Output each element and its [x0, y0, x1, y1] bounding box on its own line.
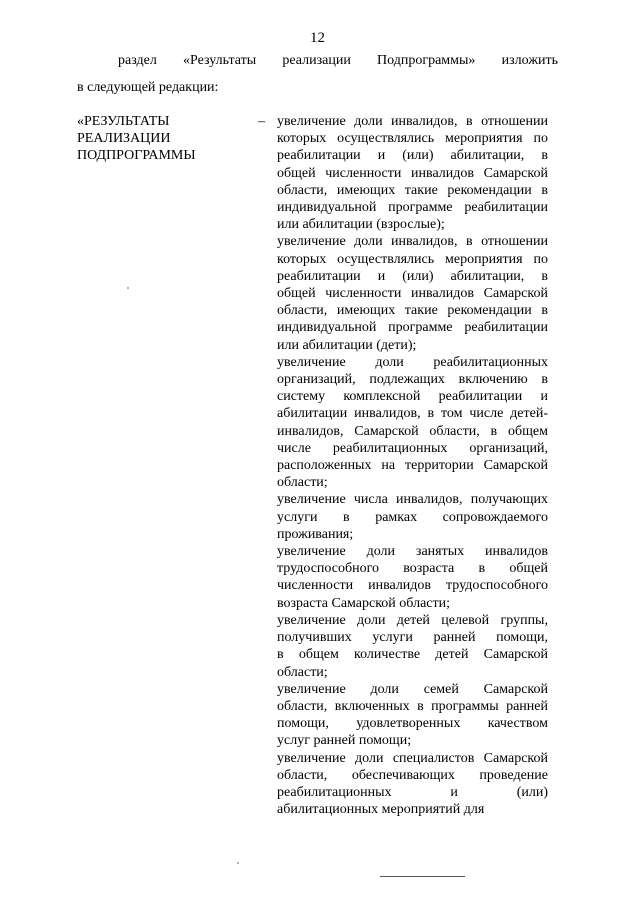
intro-word: реализации	[282, 53, 351, 68]
result-line: которых осуществлялись мероприятия по	[277, 131, 548, 147]
result-line: увеличение доли детей целевой группы,	[277, 612, 548, 628]
result-line: увеличение доли специалистов Самарской	[277, 750, 548, 766]
result-line: абилитационных мероприятий для	[277, 802, 485, 818]
result-line: области, включенных в программы ранней	[277, 698, 548, 714]
result-line: инвалидов, Самарской области, в общем	[277, 423, 548, 439]
result-line: реабилитации и (или) абилитации, в	[277, 268, 548, 284]
result-line: услуг ранней помощи;	[277, 733, 412, 749]
result-line: организаций, подлежащих включению в	[277, 372, 548, 388]
scan-speck	[127, 287, 129, 289]
result-line: получивших услуги ранней помощи,	[277, 630, 548, 646]
intro-line	[118, 53, 558, 69]
result-line: расположенных на территории Самарской	[277, 458, 548, 474]
intro-word: изложить	[501, 53, 558, 68]
result-line: индивидуальной программе реабилитации	[277, 320, 548, 336]
result-line: области, имеющих такие рекомендации в	[277, 303, 548, 319]
scan-speck	[237, 862, 239, 864]
result-line: услуги в рамках сопровождаемого	[277, 509, 548, 525]
result-line: или абилитации (взрослые);	[277, 217, 445, 233]
result-line: в общем количестве детей Самарской	[277, 647, 548, 663]
result-line: систему комплексной реабилитации и	[277, 389, 548, 405]
result-line: реабилитации и (или) абилитации, в	[277, 148, 548, 164]
result-line: области;	[277, 664, 328, 680]
result-line: которых осуществлялись мероприятия по	[277, 251, 548, 267]
result-line: трудоспособного возраста в общей	[277, 561, 548, 577]
result-line: области, обеспечивающих проведение	[277, 767, 548, 783]
result-line: увеличение доли реабилитационных	[277, 354, 548, 370]
page-number: 12	[310, 30, 325, 46]
result-line: общей численности инвалидов Самарской	[277, 165, 548, 181]
result-line: проживания;	[277, 526, 354, 542]
result-line: или абилитации (дети);	[277, 337, 417, 353]
intro-word: раздел	[118, 53, 157, 68]
result-line: индивидуальной программе реабилитации	[277, 200, 548, 216]
result-line: числе реабилитационных организаций,	[277, 440, 548, 456]
result-line: численности инвалидов трудоспособного	[277, 578, 548, 594]
result-line: общей численности инвалидов Самарской	[277, 286, 548, 302]
footer-rule	[380, 876, 465, 877]
result-line: увеличение доли семей Самарской	[277, 681, 548, 697]
result-line: реабилитационных и (или)	[277, 784, 548, 800]
intro-word: «Результаты	[183, 53, 257, 68]
result-line: увеличение доли инвалидов, в отношении	[277, 234, 548, 250]
result-line: увеличение числа инвалидов, получающих	[277, 492, 548, 508]
result-line: области, имеющих такие рекомендации в	[277, 182, 548, 198]
section-heading	[77, 113, 196, 165]
result-line: помощи, удовлетворенных качеством	[277, 716, 548, 732]
intro-continuation: в следующей редакции:	[77, 80, 219, 95]
results-text	[277, 113, 548, 818]
heading-dash: –	[258, 114, 265, 129]
result-line: области;	[277, 475, 328, 491]
section-heading-line: РЕАЛИЗАЦИИ	[77, 131, 171, 147]
result-line: абилитации инвалидов, в том числе детей-	[277, 406, 548, 422]
section-heading-line: «РЕЗУЛЬТАТЫ	[77, 114, 170, 129]
result-line: возраста Самарской области;	[277, 595, 450, 611]
result-line: увеличение доли инвалидов, в отношении	[277, 114, 548, 129]
result-line: увеличение доли занятых инвалидов	[277, 544, 548, 560]
intro-word: Подпрограммы»	[377, 53, 476, 68]
section-heading-line: ПОДПРОГРАММЫ	[77, 148, 196, 164]
